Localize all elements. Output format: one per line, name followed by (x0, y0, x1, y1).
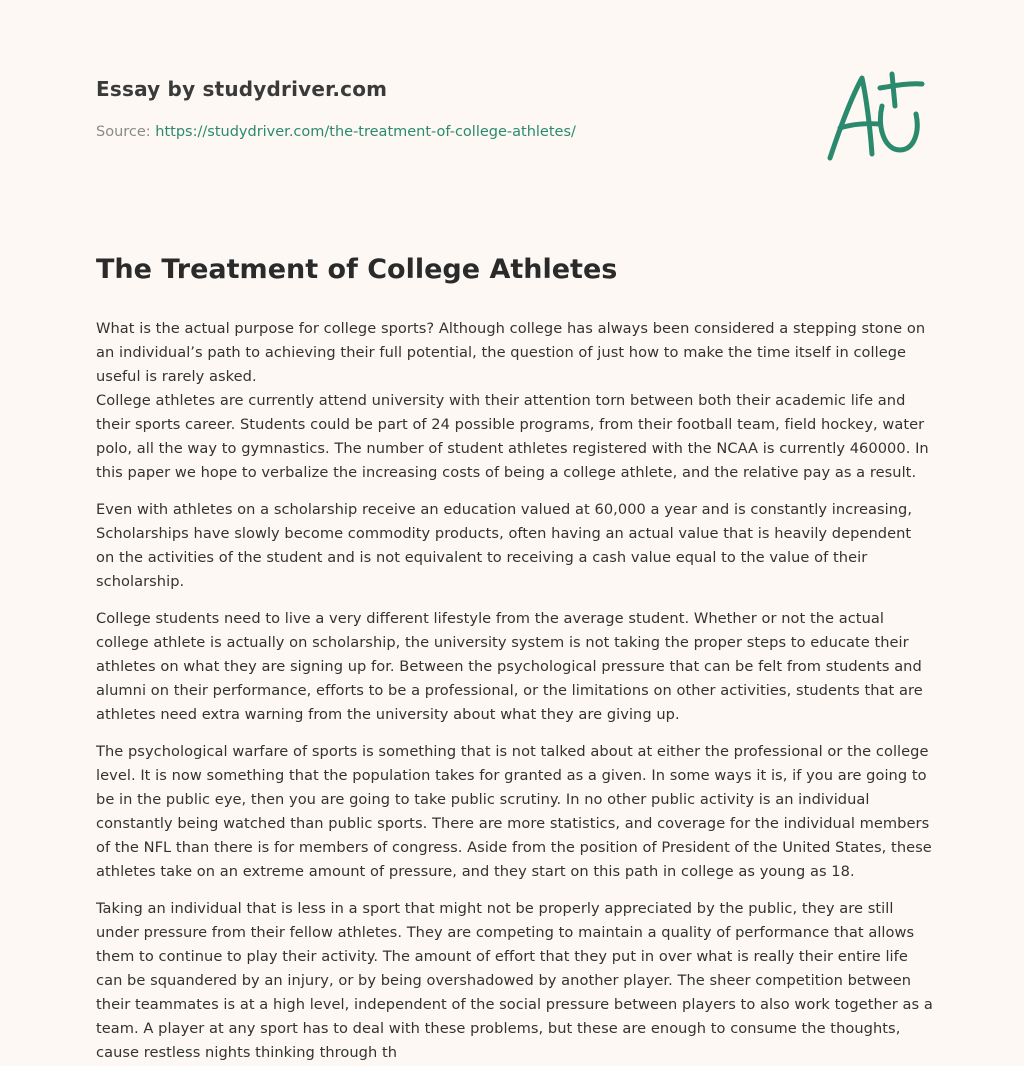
source-line (96, 124, 576, 140)
essay-paragraph: Even with athletes on a scholarship receive an education valued at 60,000 a year and is constantly increasing, Scholarships have slowly become commodity products, often having an actual value that is heavily dependent on the activities of the student and is not equivalent to receiving a cash value equal to the value of their scholarship. (96, 501, 913, 590)
essay-title: The Treatment of College Athletes (96, 254, 618, 285)
source-label: Source: (96, 124, 151, 140)
a-plus-logo-icon (822, 66, 932, 166)
essay-body (96, 317, 934, 1061)
essay-paragraph: The psychological warfare of sports is something that is not talked about at either the professional or the college level. It is now something that the population takes for granted as a given. In some ways it is, if you are going to be in the public eye, then you are going to take public scrutiny. In no other public activity is an individual constantly being watched than public sports. There are more statistics, and coverage for the individual members of the NFL than there is for members of congress. Aside from the position of President of the United States, these athletes take on an extreme amount of pressure, and they start on this path in college as young as 18. (96, 743, 932, 880)
essay-paragraph: College students need to live a very different lifestyle from the average student. Whether or not the actual college athlete is actually on scholarship, the university system is not taking the proper steps to educate their athletes on what they are signing up for. Between the psychological pressure that can be felt from students and alumni on their performance, efforts to be a professional, or the limitations on other activities, students that are athletes need extra warning from the university about what they are giving up. (96, 610, 923, 723)
essay-paragraph: What is the actual purpose for college sports? Although college has always been considered a stepping stone on an individual’s path to achieving their full potential, the question of just how to make the time itself in college useful is rarely asked. College athletes are currently attend university with their attention torn between both their academic life and their sports career. Students could be part of 24 possible programs, from their football team, field hockey, water polo, all the way to gymnastics. The number of student athletes registered with the NCAA is currently 460000. In this paper we hope to verbalize the increasing costs of being a college athlete, and the relative pay as a result. (96, 320, 929, 481)
essay-paragraph: Taking an individual that is less in a sport that might not be properly appreciated by the public, they are still under pressure from their fellow athletes. They are competing to maintain a quality of performance that allows them to continue to play their activity. The amount of effort that they put in over what is really their entire life can be squandered by an injury, or by being overshadowed by another player. The sheer competition between their teammates is at a high level, independent of the social pressure between players to also work together as a team. A player at any sport has to deal with these problems, but these are enough to consume the thoughts, cause restless nights thinking through th (96, 900, 933, 1061)
site-title: Essay by studydriver.com (96, 77, 388, 101)
source-link[interactable]: https://studydriver.com/the-treatment-of-college-athletes/ (155, 124, 576, 140)
